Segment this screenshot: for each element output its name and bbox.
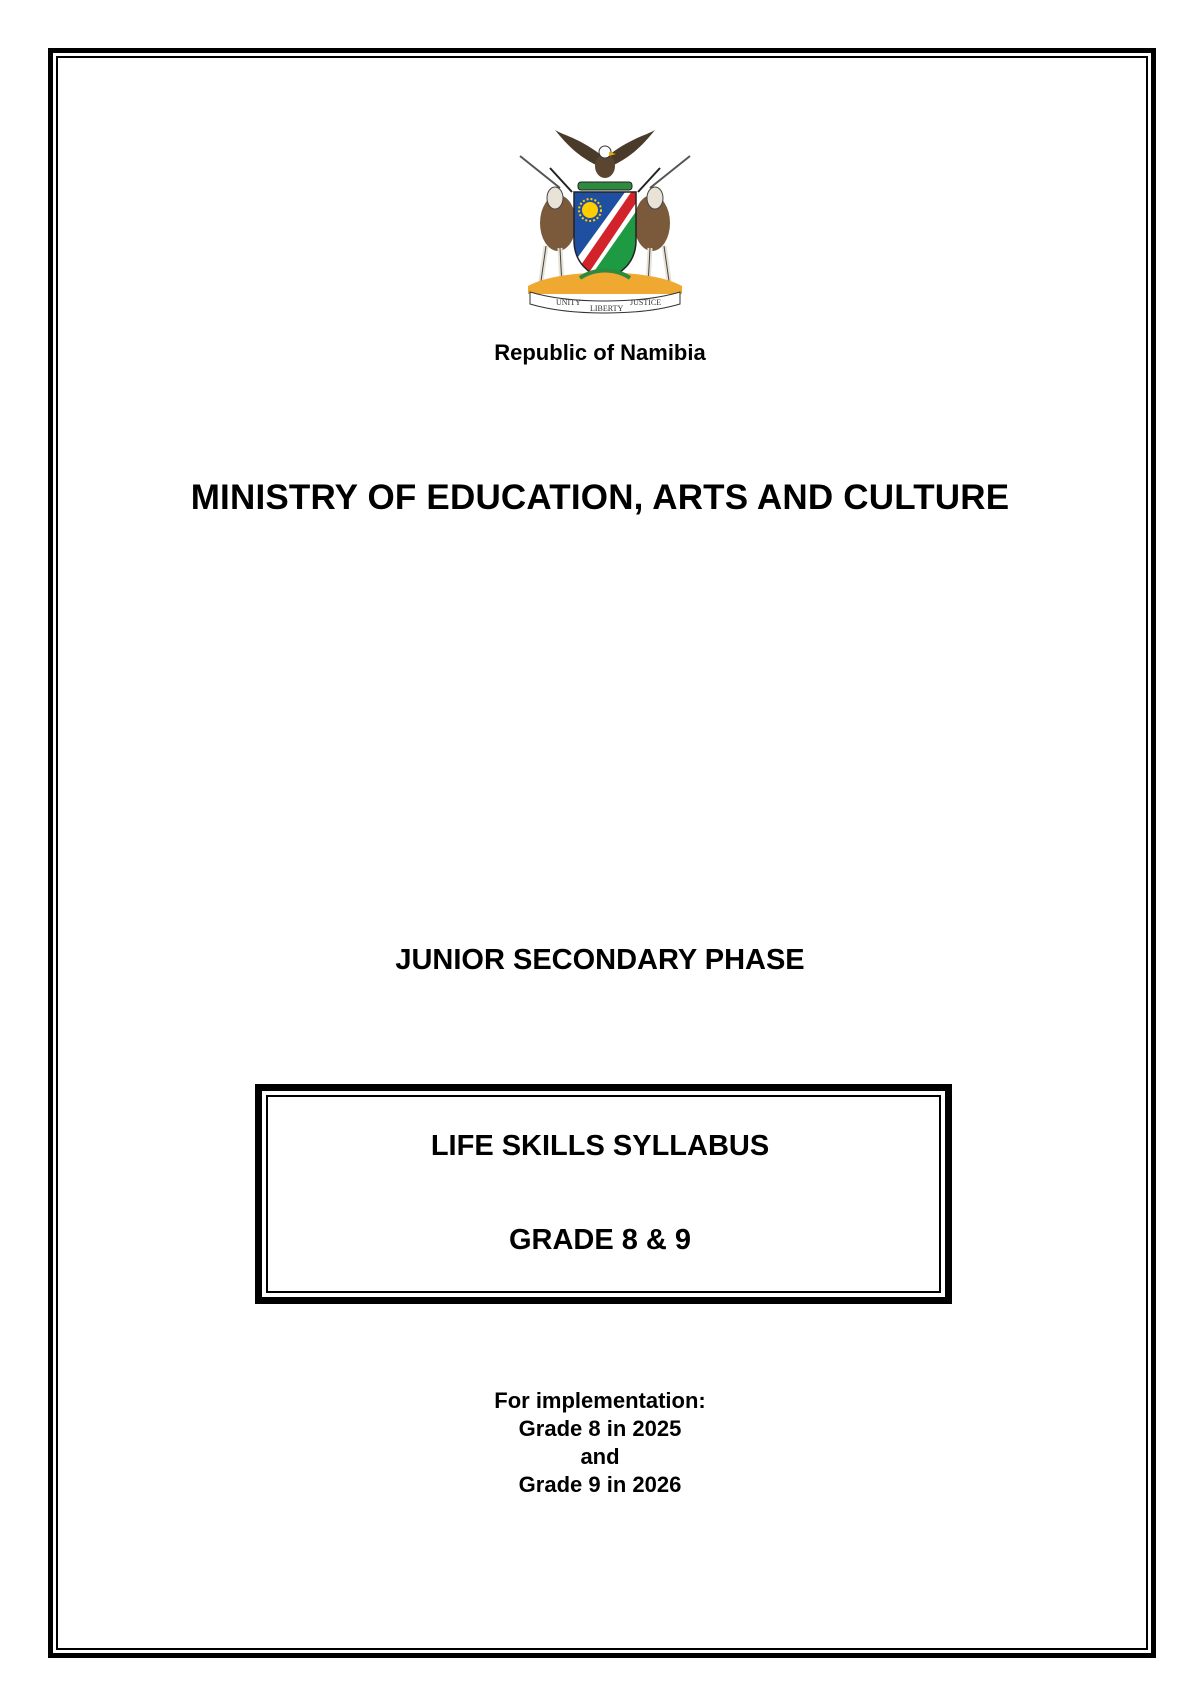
namibia-coat-of-arms-icon [510,128,700,318]
implementation-line-1: Grade 8 in 2025 [518,1416,682,1441]
implementation-heading: For implementation: [494,1388,706,1413]
phase-title: JUNIOR SECONDARY PHASE [395,944,805,976]
implementation-line-2: Grade 9 in 2026 [518,1472,682,1497]
grade-title: GRADE 8 & 9 [508,1224,692,1256]
motto-liberty: LIBERTY [590,304,624,313]
syllabus-title: LIFE SKILLS SYLLABUS [430,1130,770,1162]
country-name: Republic of Namibia [494,340,706,365]
motto-unity: UNITY [556,298,581,307]
implementation-connector: and [580,1444,620,1469]
syllabus-box-inner-border [266,1095,941,1293]
motto-justice: JUSTICE [630,298,662,307]
ministry-title: MINISTRY OF EDUCATION, ARTS AND CULTURE [190,478,1010,517]
